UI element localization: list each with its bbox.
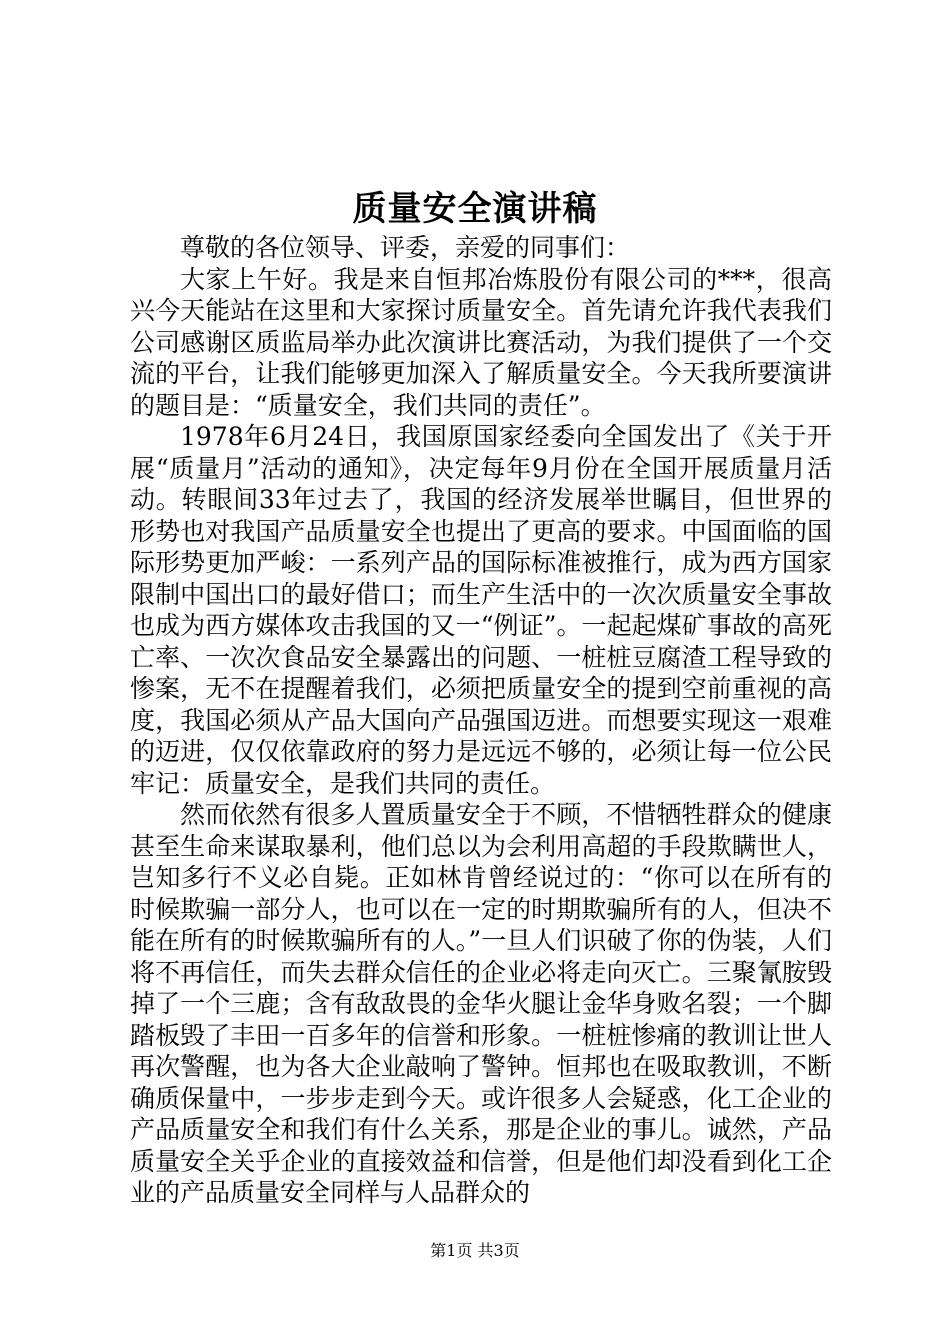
paragraph-warning: 然而依然有很多人置质量安全于不顾，不惜牺牲群众的健康甚至生命来谋取暴利，他们总以为会利用高超的手段欺瞒世人，岂知多行不义必自毙。正如林肯曾经说过的：“你可以在所有的时候欺骗一部分人，也可以在一定的时期欺骗所有的人，但决不能在所有的时候欺骗所有的人。”一旦人们识破了你的伪装，人们将不再信任，而失去群众信任的企业必将走向灭亡。三聚氰胺毁掉了一个三鹿；含有敌敌畏的金华火腿让金华身败名裂；一个脚踏板毁了丰田一百多年的信誉和形象。一桩桩惨痛的教训让世人再次警醒，也为各大企业敲响了警钟。恒邦也在吸取教训，不断确质保量中，一步步走到今天。或许很多人会疑惑，化工企业的产品质量安全和我们有什么关系，那是企业的事儿。诚然，产品质量安全关乎企业的直接效益和信誉，但是他们却没看到化工企业的产品质量安全同样与人品群众的	[130, 800, 832, 1207]
paragraph-greeting: 尊敬的各位领导、评委，亲爱的同事们：	[180, 233, 631, 262]
document-title: 质量安全演讲稿	[352, 189, 598, 229]
paragraph-introduction: 大家上午好。我是来自恒邦冶炼股份有限公司的***，很高兴今天能站在这里和大家探讨质量安全。首先请允许我代表我们公司感谢区质监局举办此次演讲比赛活动，为我们提供了一个交流的平台，让我们能够更加深入了解质量安全。今天我所要演讲的题目是：“质量安全，我们共同的责任”。	[130, 264, 832, 420]
paragraph-history: 1978年6月24日，我国原国家经委向全国发出了《关于开展“质量月”活动的通知》，决定每年9月份在全国开展质量月活动。转眼间33年过去了，我国的经济发展举世瞩目，但世界的形势也对我国产品质量安全也提出了更高的要求。中国面临的国际形势更加严峻：一系列产品的国际标准被推行，成为西方国家限制中国出口的最好借口；而生产生活中的一次次质量安全事故也成为西方媒体攻击我国的又一“例证”。一起起煤矿事故的高死亡率、一次次食品安全暴露出的问题、一桩桩豆腐渣工程导致的惨案，无不在提醒着我们，必须把质量安全的提到空前重视的高度，我国必须从产品大国向产品强国迈进。而想要实现这一艰难的迈进，仅仅依靠政府的努力是远远不够的，必须让每一位公民牢记：质量安全，是我们共同的责任。	[130, 422, 832, 798]
document-body	[130, 232, 832, 1209]
page-number: 第1页 共3页	[430, 1241, 520, 1260]
